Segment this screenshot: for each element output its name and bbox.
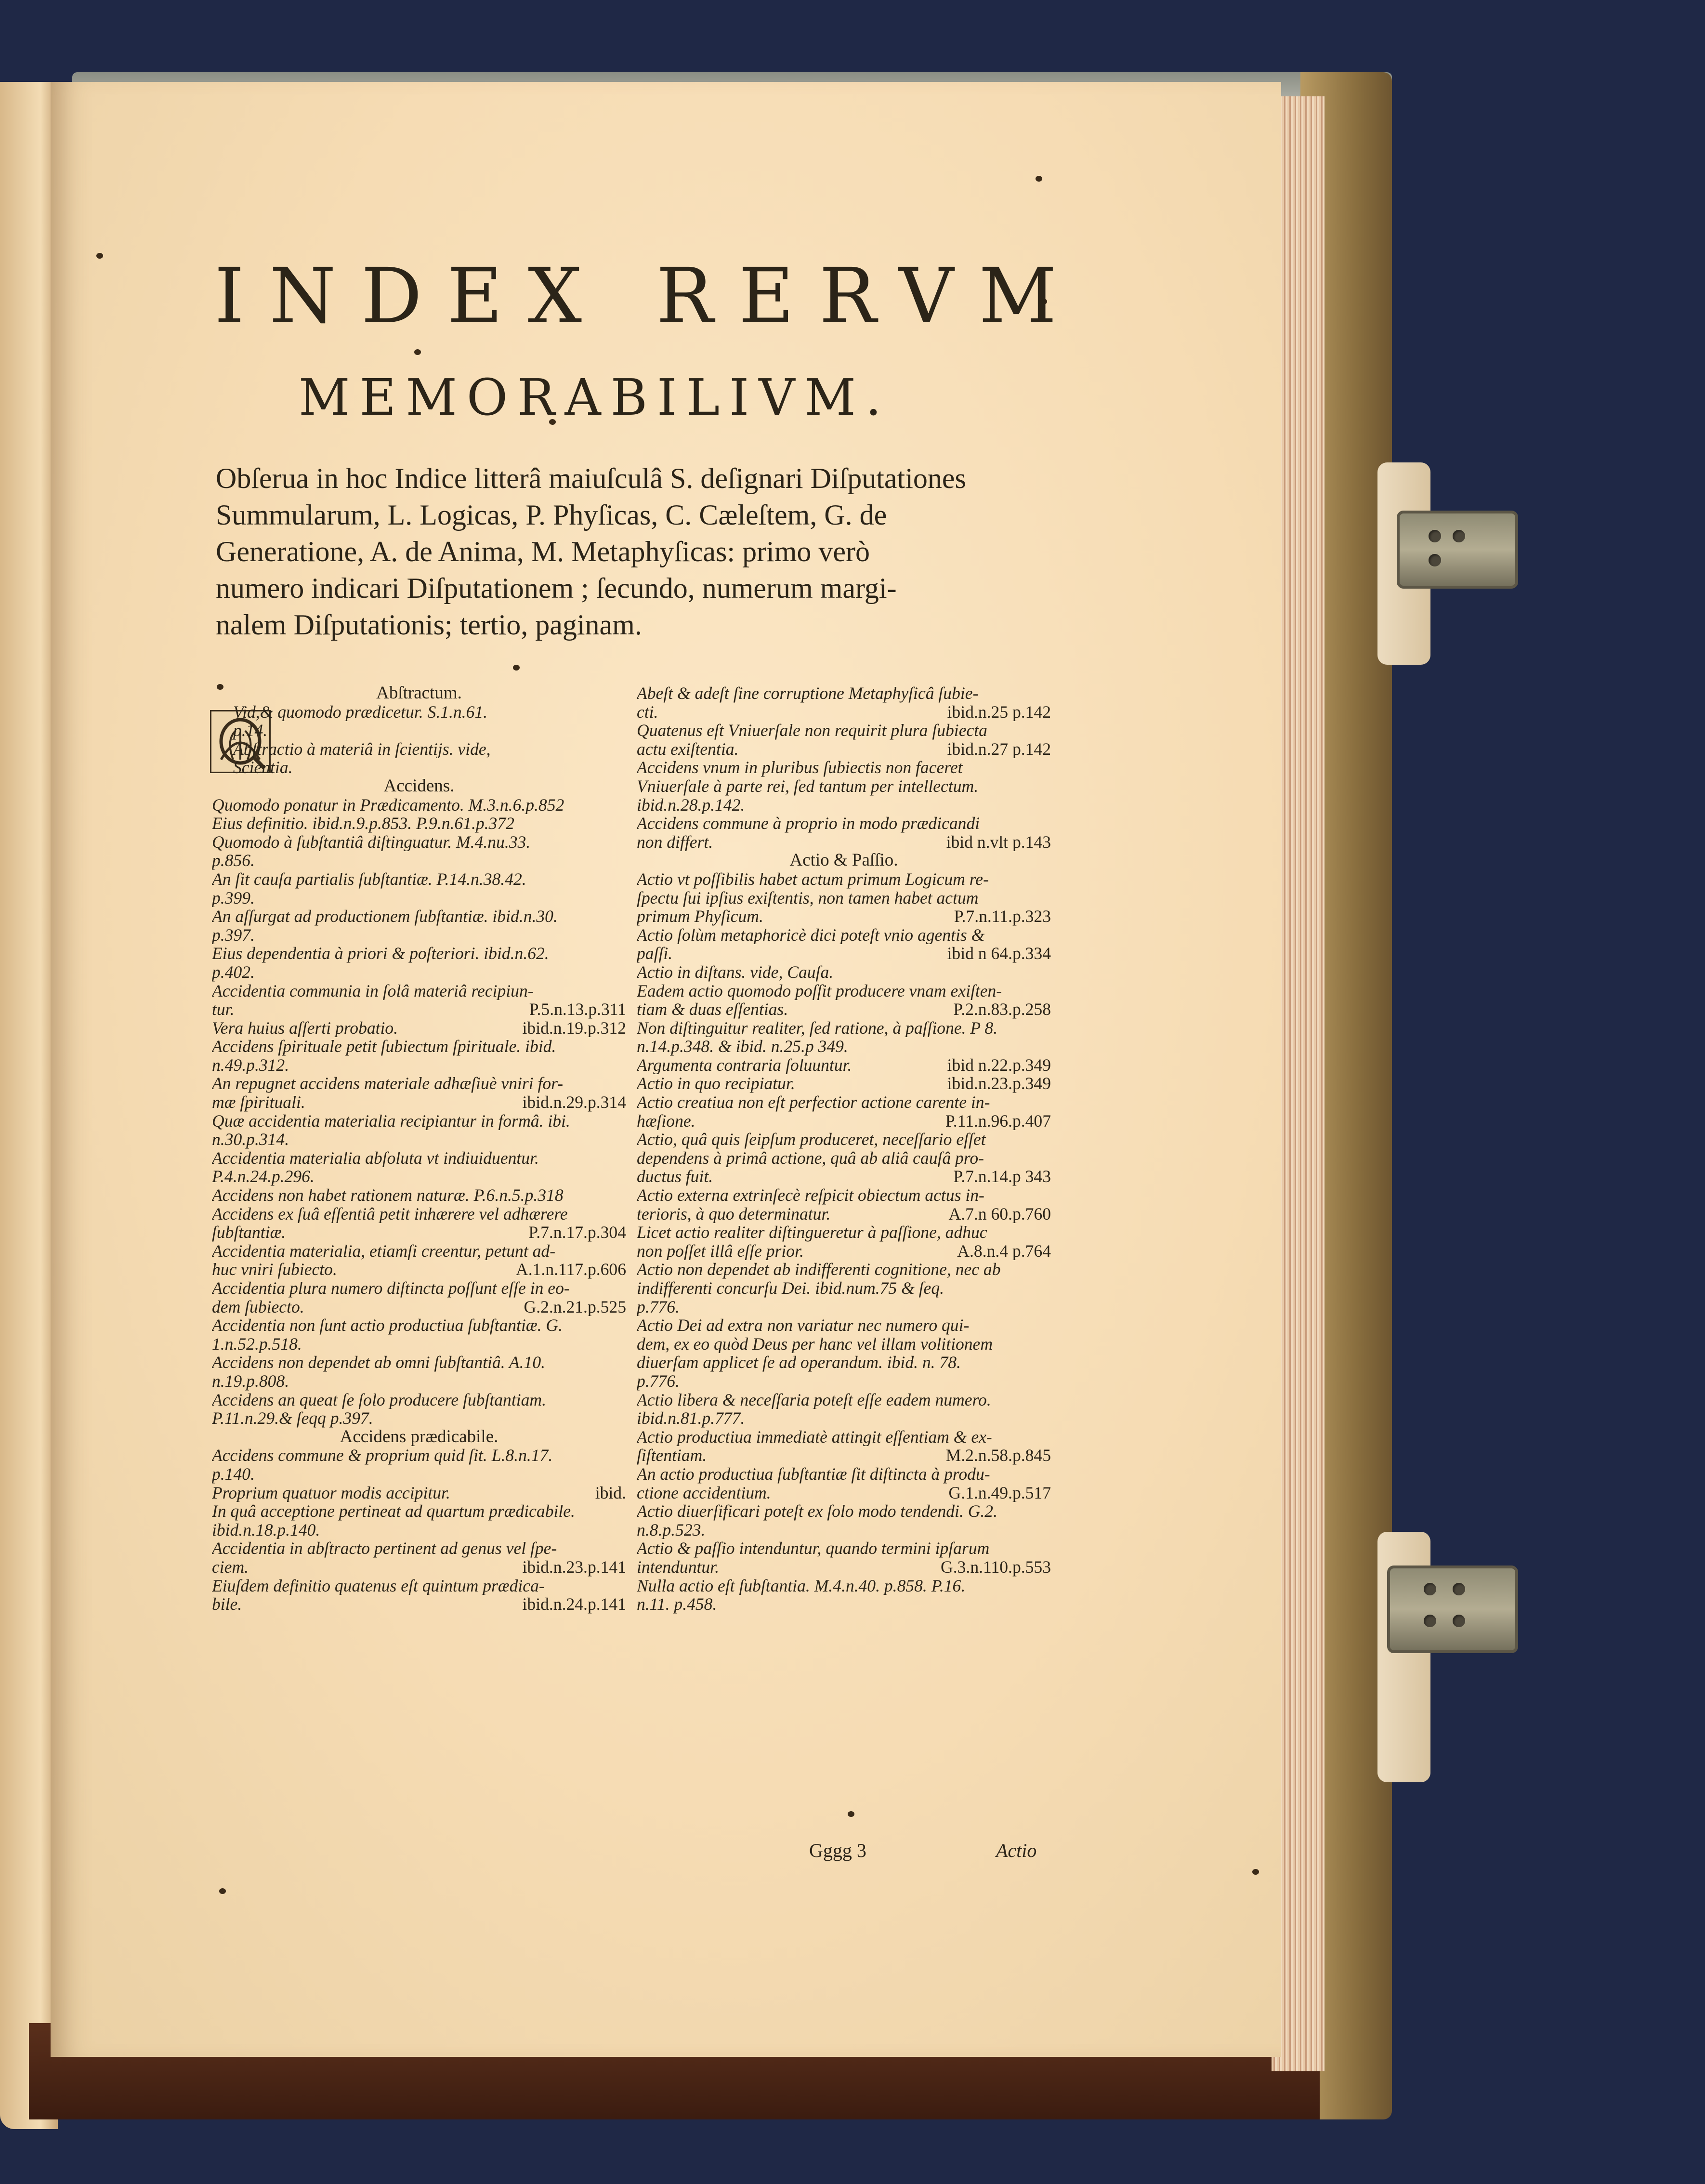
rivet-icon (1453, 1583, 1465, 1595)
index-entry-reference: ibid.n.19.p.312 (522, 1018, 626, 1038)
index-entry: Actio diuerſificari poteſt ex ſolo modo tendendi. G.2. (637, 1502, 997, 1521)
index-entry-reference: P.2.n.83.p.258 (953, 1000, 1051, 1019)
index-entry (637, 703, 1051, 722)
index-entry: Actio creatiua non eſt perfectior actione carente in- (637, 1093, 990, 1112)
index-entry (637, 1112, 1051, 1131)
index-entry: p.776. (637, 1297, 680, 1316)
index-entry-reference: P.7.n.17.p.304 (528, 1223, 626, 1242)
index-entry: p.399. (212, 888, 255, 908)
index-entry-text: ſubſtantiæ. (212, 1223, 286, 1242)
index-entry: p.856. (212, 851, 255, 870)
index-entry-text: terioris, à quo determinatur. (637, 1204, 831, 1224)
index-heading: Accidens. (383, 776, 455, 796)
index-entry: n.19.p.808. (212, 1371, 289, 1391)
index-entry (637, 1056, 1051, 1075)
index-entry: Accidentia materialia, etiamſi creentur, petunt ad- (212, 1241, 556, 1261)
rivet-icon (1429, 530, 1441, 542)
index-entry-text: Actio in quo recipiatur. (637, 1074, 795, 1093)
index-entry-reference: ibid n.22.p.349 (947, 1055, 1051, 1075)
index-entry: ibid.n.18.p.140. (212, 1520, 320, 1539)
index-entry (637, 740, 1051, 759)
index-entry-reference: ibid n.vlt p.143 (946, 832, 1051, 852)
left-page-edge (0, 82, 58, 2129)
index-entry: Abſtractio à materiâ in ſcientijs. vide, (233, 739, 491, 759)
index-entry: n.30.p.314. (212, 1130, 289, 1149)
index-entry: In quâ acceptione pertineat ad quartum prædicabile. (212, 1502, 575, 1521)
index-entry-reference: A.7.n 60.p.760 (948, 1204, 1051, 1224)
index-entry: Scientia. (233, 758, 293, 777)
index-entry (212, 1558, 626, 1577)
index-entry: Accidens commune à proprio in modo prædicandi (637, 814, 980, 833)
rivet-icon (1453, 1615, 1465, 1627)
index-entry (637, 1205, 1051, 1224)
index-entry-text: ctione accidentium. (637, 1483, 771, 1502)
index-entry: Licet actio realiter diſtingueretur à paſſione, adhuc (637, 1223, 987, 1242)
index-entry: Quomodo à ſubſtantiâ diſtinguatur. M.4.nu.33. (212, 832, 531, 852)
index-entry-reference: P.11.n.96.p.407 (945, 1111, 1051, 1131)
index-entry-text: cti. (637, 702, 658, 722)
index-entry: P.4.n.24.p.296. (212, 1167, 315, 1186)
index-entry-text: dem ſubiecto. (212, 1297, 304, 1316)
index-entry-reference: G.3.n.110.p.553 (941, 1557, 1051, 1577)
index-entry-text: bile. (212, 1595, 242, 1614)
index-entry: Actio Dei ad extra non variatur nec numero qui- (637, 1316, 970, 1335)
index-entry-reference: ibid.n.23.p.349 (947, 1074, 1051, 1093)
index-entry-text: intenduntur. (637, 1557, 719, 1577)
index-entry-text: non poſſet illâ eſſe prior. (637, 1241, 804, 1261)
index-entry: An actio productiua ſubſtantiæ ſit diſtincta à produ- (637, 1464, 990, 1484)
index-entry: An aſſurgat ad productionem ſubſtantiæ. ibid.n.30. (212, 907, 558, 926)
index-entry-reference: P.7.n.14.p 343 (953, 1167, 1051, 1186)
rivet-icon (1424, 1583, 1436, 1595)
index-entry (637, 907, 1051, 926)
intro-line: Obſerua in hoc Indice litterâ maiuſculâ S. deſignari Diſputationes (216, 462, 966, 494)
index-entry (637, 833, 1051, 852)
index-entry: n.49.p.312. (212, 1055, 289, 1075)
index-entry: p.776. (637, 1371, 680, 1391)
index-entry: Vniuerſale à parte rei, ſed tantum per intellectum. (637, 776, 979, 796)
index-entry-text: tur. (212, 1000, 235, 1019)
index-entry: Eadem actio quomodo poſſit producere vnam exiſten- (637, 981, 1002, 1000)
index-entry (212, 1000, 626, 1019)
index-entry: n.14.p.348. & ibid. n.25.p 349. (637, 1037, 848, 1056)
index-entry: Eius dependentia à priori & poſteriori. ibid.n.62. (212, 944, 549, 963)
index-entry-text: actu exiſtentia. (637, 739, 739, 759)
index-entry: p.402. (212, 962, 255, 982)
index-entry: Actio externa extrinſecè reſpicit obiectum actus in- (637, 1186, 984, 1205)
index-entry: ibid.n.28.p.142. (637, 795, 745, 815)
page-title: INDEX RERVM (214, 252, 1082, 341)
index-entry: Actio non dependet ab indifferenti cognitione, nec ab (637, 1260, 1001, 1279)
index-entry (212, 1223, 626, 1242)
index-entry: Accidens vnum in pluribus ſubiectis non faceret (637, 758, 963, 777)
index-entry (637, 1484, 1051, 1502)
index-entry-text: Vera huius aſſerti probatio. (212, 1018, 398, 1038)
index-entry-reference: A.8.n.4 p.764 (957, 1241, 1051, 1261)
rivet-icon (1453, 530, 1465, 542)
index-heading: Actio & Paſſio. (789, 851, 898, 870)
index-entry (637, 1558, 1051, 1577)
index-entry-text: huc vniri ſubiecto. (212, 1260, 337, 1279)
index-entry: p.140. (212, 1464, 255, 1484)
page-subtitle: MEMORABILIVM. (299, 368, 891, 427)
index-entry: Actio vt poſſibilis habet actum primum Logicum re- (637, 869, 989, 889)
index-entry (637, 1446, 1051, 1465)
index-entry (637, 1242, 1051, 1261)
index-entry: Actio productiua immediatè attingit eſſentiam & ex- (637, 1427, 992, 1447)
index-column-left (212, 684, 626, 1614)
index-entry: Non diſtinguitur realiter, ſed ratione, à paſſione. P 8. (637, 1018, 998, 1038)
index-entry: Accidentia communia in ſolâ materiâ recipiun- (212, 981, 534, 1000)
intro-line: nalem Diſputationis; tertio, paginam. (216, 609, 642, 641)
index-entry-reference: ibid. (595, 1483, 626, 1502)
intro-paragraph (216, 460, 1078, 643)
index-entry: Accidens an queat ſe ſolo producere ſubſtantiam. (212, 1390, 546, 1409)
index-entry: An repugnet accidens materiale adhæſiuè vniri for- (212, 1074, 564, 1093)
index-entry (637, 1167, 1051, 1186)
index-entry-reference: ibid.n.23.p.141 (522, 1557, 626, 1577)
index-entry: Accidens non habet rationem naturæ. P.6.n.5.p.318 (212, 1186, 564, 1205)
index-entry-reference: ibid.n.29.p.314 (522, 1093, 626, 1112)
index-entry: Accidentia materialia abſoluta vt indiuiduentur. (212, 1148, 539, 1168)
index-entry: Quomodo ponatur in Prædicamento. M.3.n.6.p.852 (212, 795, 564, 815)
index-entry-reference: P.5.n.13.p.311 (529, 1000, 626, 1019)
index-entry-text: primum Phyſicum. (637, 907, 763, 926)
index-entry-text: paſſi. (637, 944, 673, 963)
index-entry-text: ciem. (212, 1557, 249, 1577)
index-entry: Accidentia non ſunt actio productiua ſubſtantiæ. G. (212, 1316, 563, 1335)
index-entry: Quatenus eſt Vniuerſale non requirit plura ſubiecta (637, 721, 987, 740)
index-entry: ſpectu ſui ipſius exiſtentis, non tamen habet actum (637, 888, 979, 908)
index-entry (212, 1019, 626, 1038)
index-entry: Accidentia plura numero diſtincta poſſunt eſſe in eo- (212, 1279, 570, 1298)
index-entry: dem, ex eo quòd Deus per hanc vel illam volitionem (637, 1334, 993, 1354)
index-entry: An ſit cauſa partialis ſubſtantiæ. P.14.n.38.42. (212, 869, 526, 889)
index-heading: Accidens prædicabile. (340, 1427, 498, 1447)
index-entry-text: ductus fuit. (637, 1167, 713, 1186)
index-entry: dependens à primâ actione, quâ ab aliâ cauſâ pro- (637, 1148, 984, 1168)
index-entry: Accidentia in abſtracto pertinent ad genus vel ſpe- (212, 1539, 557, 1558)
index-entry: Accidens commune & proprium quid ſit. L.8.n.17. (212, 1446, 553, 1465)
index-entry (212, 1595, 626, 1614)
index-entry (212, 1260, 626, 1279)
index-entry: Quæ accidentia materialia recipiantur in formâ. ibi. (212, 1111, 570, 1131)
index-entry-text: Argumenta contraria ſoluuntur. (637, 1055, 852, 1075)
index-entry: n.11. p.458. (637, 1595, 717, 1614)
index-entry: Accidens ex ſuâ eſſentiâ petit inhærere vel adhærere (212, 1204, 568, 1224)
index-entry-reference: ibid.n.24.p.141 (522, 1595, 626, 1614)
index-entry: n.8.p.523. (637, 1520, 706, 1539)
index-entry-reference: G.1.n.49.p.517 (948, 1483, 1051, 1502)
index-entry: p.397. (212, 925, 255, 945)
index-entry-reference: ibid.n.27 p.142 (947, 739, 1051, 759)
index-entry: indifferenti concurſu Dei. ibid.num.75 & ſeq. (637, 1279, 944, 1298)
rivet-icon (1429, 554, 1441, 566)
index-entry-reference: ibid n 64.p.334 (947, 944, 1051, 963)
index-entry-text: Proprium quatuor modis accipitur. (212, 1483, 450, 1502)
index-entry: Abeſt & adeſt ſine corruptione Metaphyſicâ ſubie- (637, 684, 979, 703)
index-entry: Vid,& quomodo prædicetur. S.1.n.61. (233, 702, 488, 722)
index-entry: Eius definitio. ibid.n.9.p.853. P.9.n.61.p.372 (212, 814, 514, 833)
index-entry: Actio in diſtans. vide, Cauſa. (637, 962, 834, 982)
index-entry: Accidens non dependet ab omni ſubſtantiâ. A.10. (212, 1353, 546, 1372)
index-entry: Actio & paſſio intenduntur, quando termini ipſarum (637, 1539, 990, 1558)
index-entry-reference: P.7.n.11.p.323 (954, 907, 1051, 926)
index-entry (637, 1074, 1051, 1093)
intro-line: Generatione, A. de Anima, M. Metaphyſicas: primo verò (216, 536, 870, 567)
rivet-icon (1424, 1615, 1436, 1627)
index-entry (637, 944, 1051, 963)
index-column-right (637, 684, 1051, 1614)
index-entry: p.14. (233, 721, 268, 740)
index-entry (212, 1484, 626, 1502)
index-entry: ibid.n.81.p.777. (637, 1409, 745, 1428)
index-entry: 1.n.52.p.518. (212, 1334, 302, 1354)
clasp-upper (1397, 511, 1518, 589)
index-entry-reference: A.1.n.117.p.606 (516, 1260, 626, 1279)
index-entry-reference: G.2.n.21.p.525 (524, 1297, 626, 1316)
index-entry-reference: M.2.n.58.p.845 (945, 1446, 1051, 1465)
index-entry: Actio ſolùm metaphoricè dici poteſt vnio agentis & (637, 925, 985, 945)
index-entry: diuerſam applicet ſe ad operandum. ibid. n. 78. (637, 1353, 961, 1372)
index-entry: Nulla actio eſt ſubſtantia. M.4.n.40. p.858. P.16. (637, 1576, 966, 1595)
catchword: Actio (996, 1840, 1037, 1861)
clasp-lower (1387, 1566, 1518, 1653)
index-entry: P.11.n.29.& ſeqq p.397. (212, 1409, 373, 1428)
index-heading: Abſtractum. (376, 684, 462, 703)
index-entry-text: ſiſtentiam. (637, 1446, 707, 1465)
index-entry (212, 1298, 626, 1316)
intro-line: Summularum, L. Logicas, P. Phyſicas, C. Cæleſtem, G. de (216, 499, 887, 531)
index-entry-reference: ibid.n.25 p.142 (947, 702, 1051, 722)
index-entry-text: hæſione. (637, 1111, 695, 1131)
index-entry-text: mæ ſpirituali. (212, 1093, 305, 1112)
index-entry: Accidens ſpirituale petit ſubiectum ſpirituale. ibid. (212, 1037, 556, 1056)
index-entry (212, 1093, 626, 1112)
index-entry: Actio libera & neceſſaria poteſt eſſe eadem numero. (637, 1390, 991, 1409)
intro-line: numero indicari Diſputationem ; ſecundo, numerum margi- (216, 572, 897, 604)
index-entry: Eiuſdem definitio quatenus eſt quintum prædica- (212, 1576, 545, 1595)
index-entry-text: tiam & duas eſſentias. (637, 1000, 788, 1019)
index-entry (637, 1000, 1051, 1019)
index-entry-text: non differt. (637, 832, 713, 852)
index-entry: Actio, quâ quis ſeipſum produceret, neceſſario eſſet (637, 1130, 986, 1149)
signature-mark: Gggg 3 (809, 1840, 866, 1861)
